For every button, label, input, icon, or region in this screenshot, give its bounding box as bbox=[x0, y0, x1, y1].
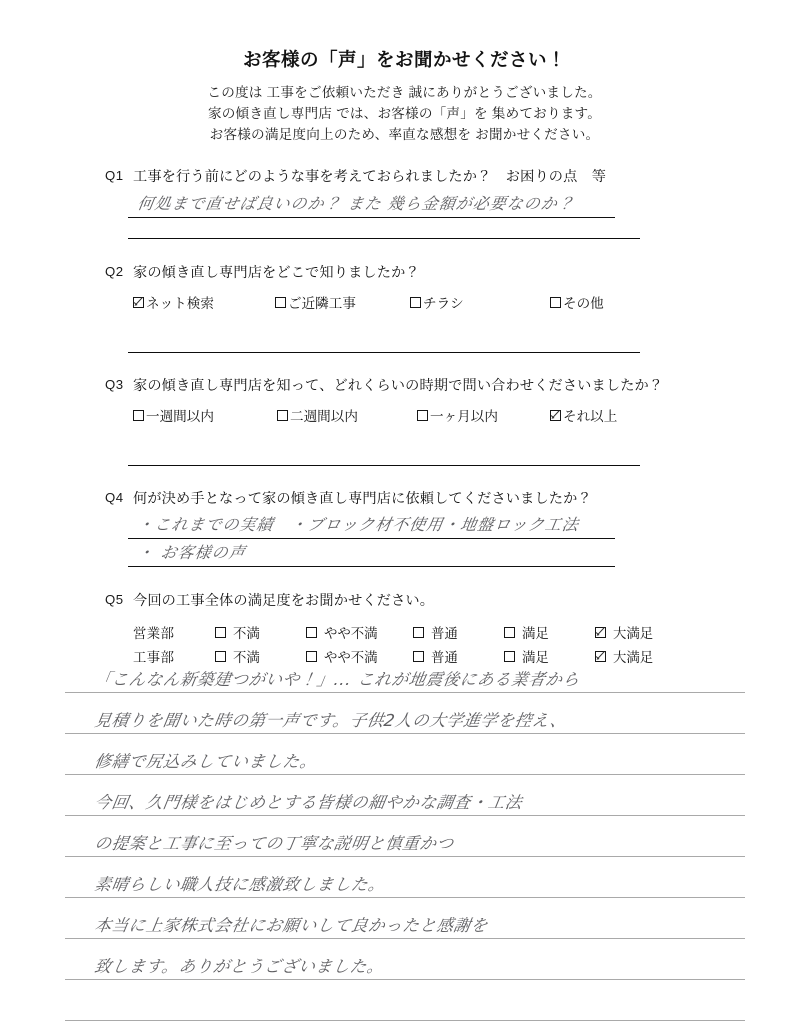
checkbox-icon[interactable] bbox=[413, 627, 424, 638]
construction-rating-4-label: 大満足 bbox=[613, 649, 654, 665]
question-q3-label: Q3 bbox=[105, 377, 124, 392]
sales-rating-3[interactable] bbox=[504, 623, 595, 642]
q3-option-2-label: 一ヶ月以内 bbox=[430, 409, 498, 424]
header-line-1: この度は 工事をご依頼いただき 誠にありがとうございました。 bbox=[207, 85, 602, 100]
question-q3-options bbox=[133, 405, 809, 425]
checkbox-icon[interactable] bbox=[306, 627, 317, 638]
page-title: お客様の「声」をお聞かせください！ bbox=[242, 49, 566, 70]
construction-rating-3-label: 満足 bbox=[522, 649, 549, 665]
comment-line-8[interactable] bbox=[65, 939, 745, 980]
sales-rating-2[interactable] bbox=[413, 623, 504, 642]
q2-option-0[interactable] bbox=[133, 292, 275, 312]
q2-option-3[interactable] bbox=[550, 292, 604, 312]
question-q4-answer-handwriting-2: ・ お客様の声 bbox=[136, 543, 248, 562]
checkbox-icon[interactable] bbox=[504, 627, 515, 638]
construction-rating-1-label: やや不満 bbox=[324, 649, 378, 665]
q2-option-2[interactable] bbox=[410, 292, 550, 312]
header-line-2: 家の傾き直し専門店 では、お客様の「声」を 集めております。 bbox=[207, 106, 602, 121]
question-q5 bbox=[0, 578, 809, 665]
comment-line-6[interactable] bbox=[65, 857, 745, 898]
checkbox-checked-icon[interactable] bbox=[133, 297, 144, 308]
question-q1-text: 工事を行う前にどのような事を考えておられましたか？ お困りの点 等 bbox=[133, 169, 607, 185]
question-q1 bbox=[0, 168, 809, 238]
comment-line-4[interactable] bbox=[65, 775, 745, 816]
question-q2-text: 家の傾き直し専門店をどこで知りましたか？ bbox=[133, 265, 420, 281]
question-q1-answer-line[interactable] bbox=[128, 187, 615, 218]
sales-rating-2-label: 普通 bbox=[431, 625, 458, 641]
q2-option-3-label: その他 bbox=[563, 296, 604, 311]
question-q4-answer-handwriting-1: ・これまでの実績 ・ブロック材不使用・地盤ロック工法 bbox=[136, 515, 581, 534]
checkbox-icon[interactable] bbox=[133, 410, 144, 421]
q2-option-0-label: ネット検索 bbox=[146, 296, 214, 311]
q3-option-0[interactable] bbox=[133, 405, 277, 425]
q2-option-1-label: ご近隣工事 bbox=[288, 296, 356, 311]
sales-rating-4[interactable] bbox=[595, 623, 686, 642]
question-q1-answer-handwriting: 何処まで直せば良いのか？ また 幾ら金額が必要なのか？ bbox=[136, 194, 577, 213]
question-q2-options bbox=[133, 292, 809, 312]
checkbox-checked-icon[interactable] bbox=[595, 627, 606, 638]
question-q3 bbox=[0, 353, 809, 440]
comment-line-7[interactable] bbox=[65, 898, 745, 939]
q3-option-3[interactable] bbox=[550, 405, 617, 425]
question-q2 bbox=[0, 239, 809, 327]
checkbox-icon[interactable] bbox=[215, 627, 226, 638]
survey-form bbox=[0, 168, 809, 665]
comment-handwriting-5: の提案と工事に至っての丁寧な説明と慎重かつ bbox=[92, 834, 455, 853]
question-q1-label: Q1 bbox=[105, 168, 124, 183]
form-header bbox=[0, 46, 809, 145]
checkbox-icon[interactable] bbox=[550, 297, 561, 308]
construction-rating-2-label: 普通 bbox=[431, 649, 458, 665]
comment-handwriting-3: 修繕で尻込みしていました。 bbox=[92, 752, 318, 771]
question-q4-answer-line-1[interactable] bbox=[128, 509, 615, 539]
sales-rating-0[interactable] bbox=[215, 623, 306, 642]
question-q2-label: Q2 bbox=[105, 264, 124, 279]
comment-handwriting-2: 見積りを聞いた時の第一声です。子供2人の大学進学を控え、 bbox=[92, 711, 569, 730]
q2-option-2-label: チラシ bbox=[423, 296, 464, 311]
satisfaction-row-sales bbox=[133, 620, 809, 644]
comment-line-9[interactable] bbox=[65, 980, 745, 1021]
question-q4-text: 何が決め手となって家の傾き直し専門店に依頼してくださいましたか？ bbox=[133, 491, 592, 507]
comment-handwriting-7: 本当に上家株式会社にお願いして良かったと感謝を bbox=[92, 916, 489, 935]
question-q5-text: 今回の工事全体の満足度をお聞かせください。 bbox=[133, 593, 435, 609]
free-comment-area[interactable] bbox=[0, 652, 809, 1021]
sales-rating-1[interactable] bbox=[306, 623, 413, 642]
q2-option-1[interactable] bbox=[275, 292, 410, 312]
header-line-3: お客様の満足度向上のため、率直な感想を お聞かせください。 bbox=[209, 127, 600, 142]
comment-line-3[interactable] bbox=[65, 734, 745, 775]
sales-rating-3-label: 満足 bbox=[522, 625, 549, 641]
satisfaction-row-construction-label: 工事部 bbox=[133, 649, 175, 665]
q3-option-0-label: 一週間以内 bbox=[146, 409, 214, 424]
question-q4-answer-line-2[interactable] bbox=[128, 539, 615, 567]
comment-handwriting-8: 致します。ありがとうございました。 bbox=[92, 957, 386, 976]
comment-line-1[interactable] bbox=[65, 652, 745, 693]
q3-option-1-label: 二週間以内 bbox=[290, 409, 358, 424]
q3-option-2[interactable] bbox=[417, 405, 550, 425]
sales-rating-0-label: 不満 bbox=[233, 625, 260, 641]
question-q3-text: 家の傾き直し専門店を知って、どれくらいの時期で問い合わせくださいましたか？ bbox=[133, 378, 664, 394]
comment-handwriting-1: 「こんなん新築建つがいや！」... これが地震後にある業者から bbox=[92, 670, 581, 689]
question-q4 bbox=[0, 466, 809, 578]
q3-option-1[interactable] bbox=[277, 405, 417, 425]
question-q4-label: Q4 bbox=[105, 490, 124, 505]
comment-line-5[interactable] bbox=[65, 816, 745, 857]
construction-rating-0-label: 不満 bbox=[233, 649, 260, 665]
comment-handwriting-4: 今回、久門様をはじめとする皆様の細やかな調査・工法 bbox=[92, 793, 524, 812]
q3-option-3-label: それ以上 bbox=[563, 409, 618, 424]
comment-line-2[interactable] bbox=[65, 693, 745, 734]
question-q5-label: Q5 bbox=[105, 592, 124, 607]
satisfaction-row-sales-label: 営業部 bbox=[133, 625, 175, 641]
checkbox-icon[interactable] bbox=[417, 410, 428, 421]
comment-handwriting-6: 素晴らしい職人技に感激致しました。 bbox=[92, 875, 387, 894]
checkbox-icon[interactable] bbox=[410, 297, 421, 308]
checkbox-checked-icon[interactable] bbox=[550, 410, 561, 421]
checkbox-icon[interactable] bbox=[275, 297, 286, 308]
checkbox-icon[interactable] bbox=[277, 410, 288, 421]
sales-rating-1-label: やや不満 bbox=[324, 625, 378, 641]
sales-rating-4-label: 大満足 bbox=[613, 625, 654, 641]
